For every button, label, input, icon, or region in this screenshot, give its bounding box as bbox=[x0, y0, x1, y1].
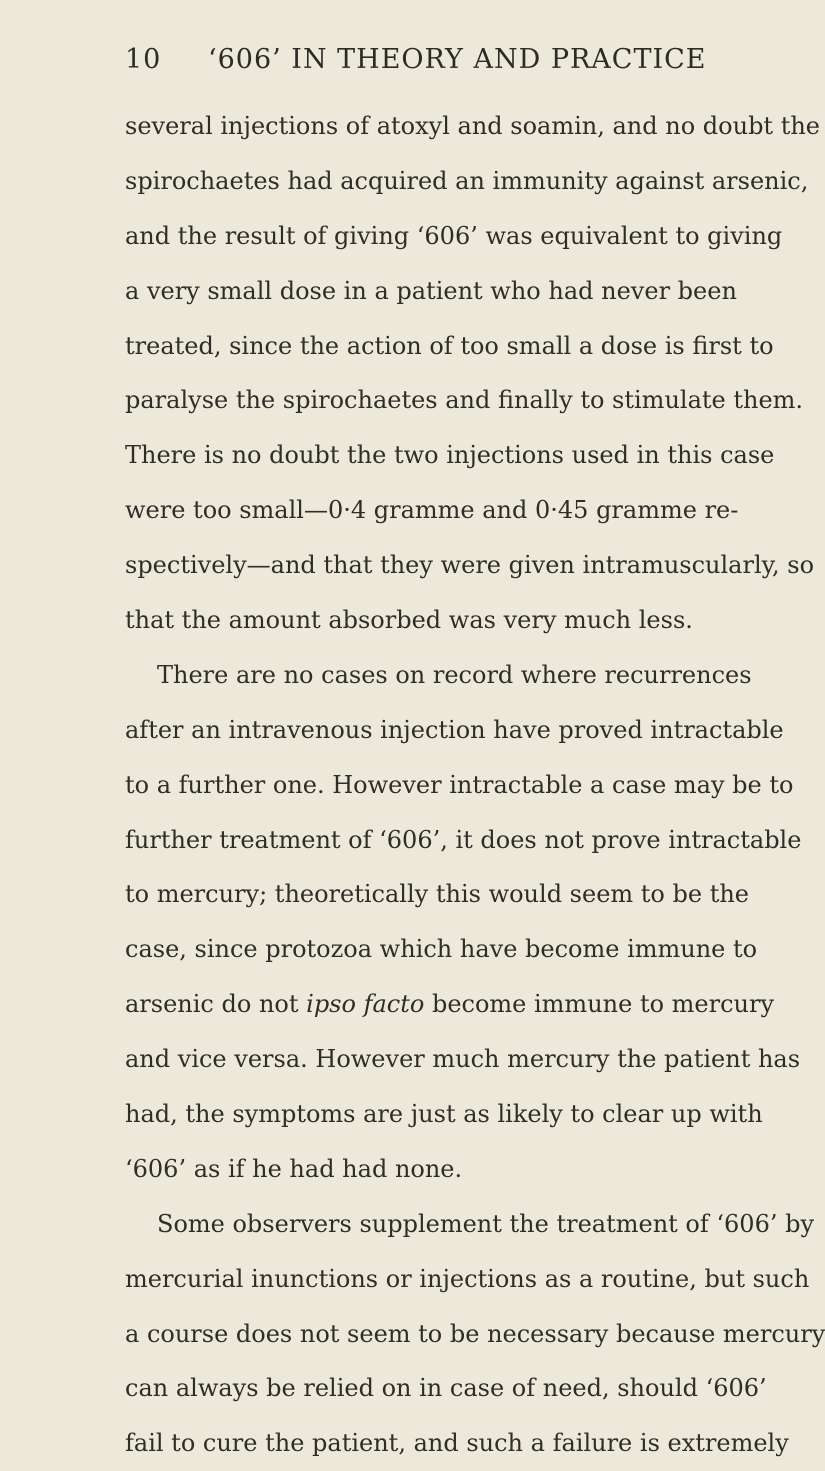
text-line: had, the symptoms are just as likely to clear up with bbox=[125, 1100, 763, 1129]
text-line: ‘606’ as if he had had none. bbox=[125, 1154, 463, 1183]
text-line: treated, since the action of too small a dose is first to bbox=[125, 331, 774, 360]
text-segment: become immune to mercury bbox=[431, 990, 775, 1019]
text-line: a very small dose in a patient who had never been bbox=[125, 276, 737, 305]
text-line: There is no doubt the two injections used in this case bbox=[125, 441, 775, 470]
text-line: further treatment of ‘606’, it does not prove intractable bbox=[125, 825, 802, 854]
text-line: spectively—and that they were given intramuscularly, so bbox=[125, 551, 815, 580]
text-segment: arsenic do not bbox=[125, 990, 299, 1019]
text-line: spirochaetes had acquired an immunity against arsenic, bbox=[125, 166, 809, 195]
text-line: to a further one. However intractable a case may be to bbox=[125, 770, 794, 799]
text-line-with-italic bbox=[125, 977, 775, 1032]
paragraph-1 bbox=[125, 99, 821, 648]
text-line: paralyse the spirochaetes and finally to stimulate them. bbox=[125, 386, 804, 415]
text-line: were too small—0·4 gramme and 0·45 gramme re- bbox=[125, 496, 739, 525]
running-head bbox=[125, 44, 707, 84]
italic-phrase: ipso facto bbox=[306, 990, 425, 1019]
page-number: 10 bbox=[125, 44, 162, 75]
body-text bbox=[125, 99, 825, 1471]
text-line: after an intravenous injection have proved intractable bbox=[125, 715, 784, 744]
text-line: There are no cases on record where recurrences bbox=[157, 660, 752, 689]
text-line: that the amount absorbed was very much less. bbox=[125, 606, 693, 635]
text-line: Some observers supplement the treatment of ‘606’ by bbox=[157, 1209, 815, 1238]
text-line: to mercury; theoretically this would seem to be the bbox=[125, 880, 750, 909]
text-line: several injections of atoxyl and soamin, and no doubt the bbox=[125, 112, 821, 140]
text-line: fail to cure the patient, and such a failure is extremely bbox=[125, 1429, 789, 1458]
text-line: and the result of giving ‘606’ was equivalent to giving bbox=[125, 221, 783, 250]
paragraph-3 bbox=[125, 1197, 825, 1471]
chapter-header-title: ‘606’ IN THEORY AND PRACTICE bbox=[208, 44, 707, 75]
text-line: mercurial inunctions or injections as a routine, but such bbox=[125, 1264, 810, 1293]
text-line: case, since protozoa which have become immune to bbox=[125, 935, 758, 964]
paragraph-2 bbox=[125, 648, 802, 1197]
text-line: and vice versa. However much mercury the patient has bbox=[125, 1045, 801, 1074]
text-line: can always be relied on in case of need, should ‘606’ bbox=[125, 1374, 767, 1403]
text-line: a course does not seem to be necessary because mercury bbox=[125, 1319, 825, 1348]
